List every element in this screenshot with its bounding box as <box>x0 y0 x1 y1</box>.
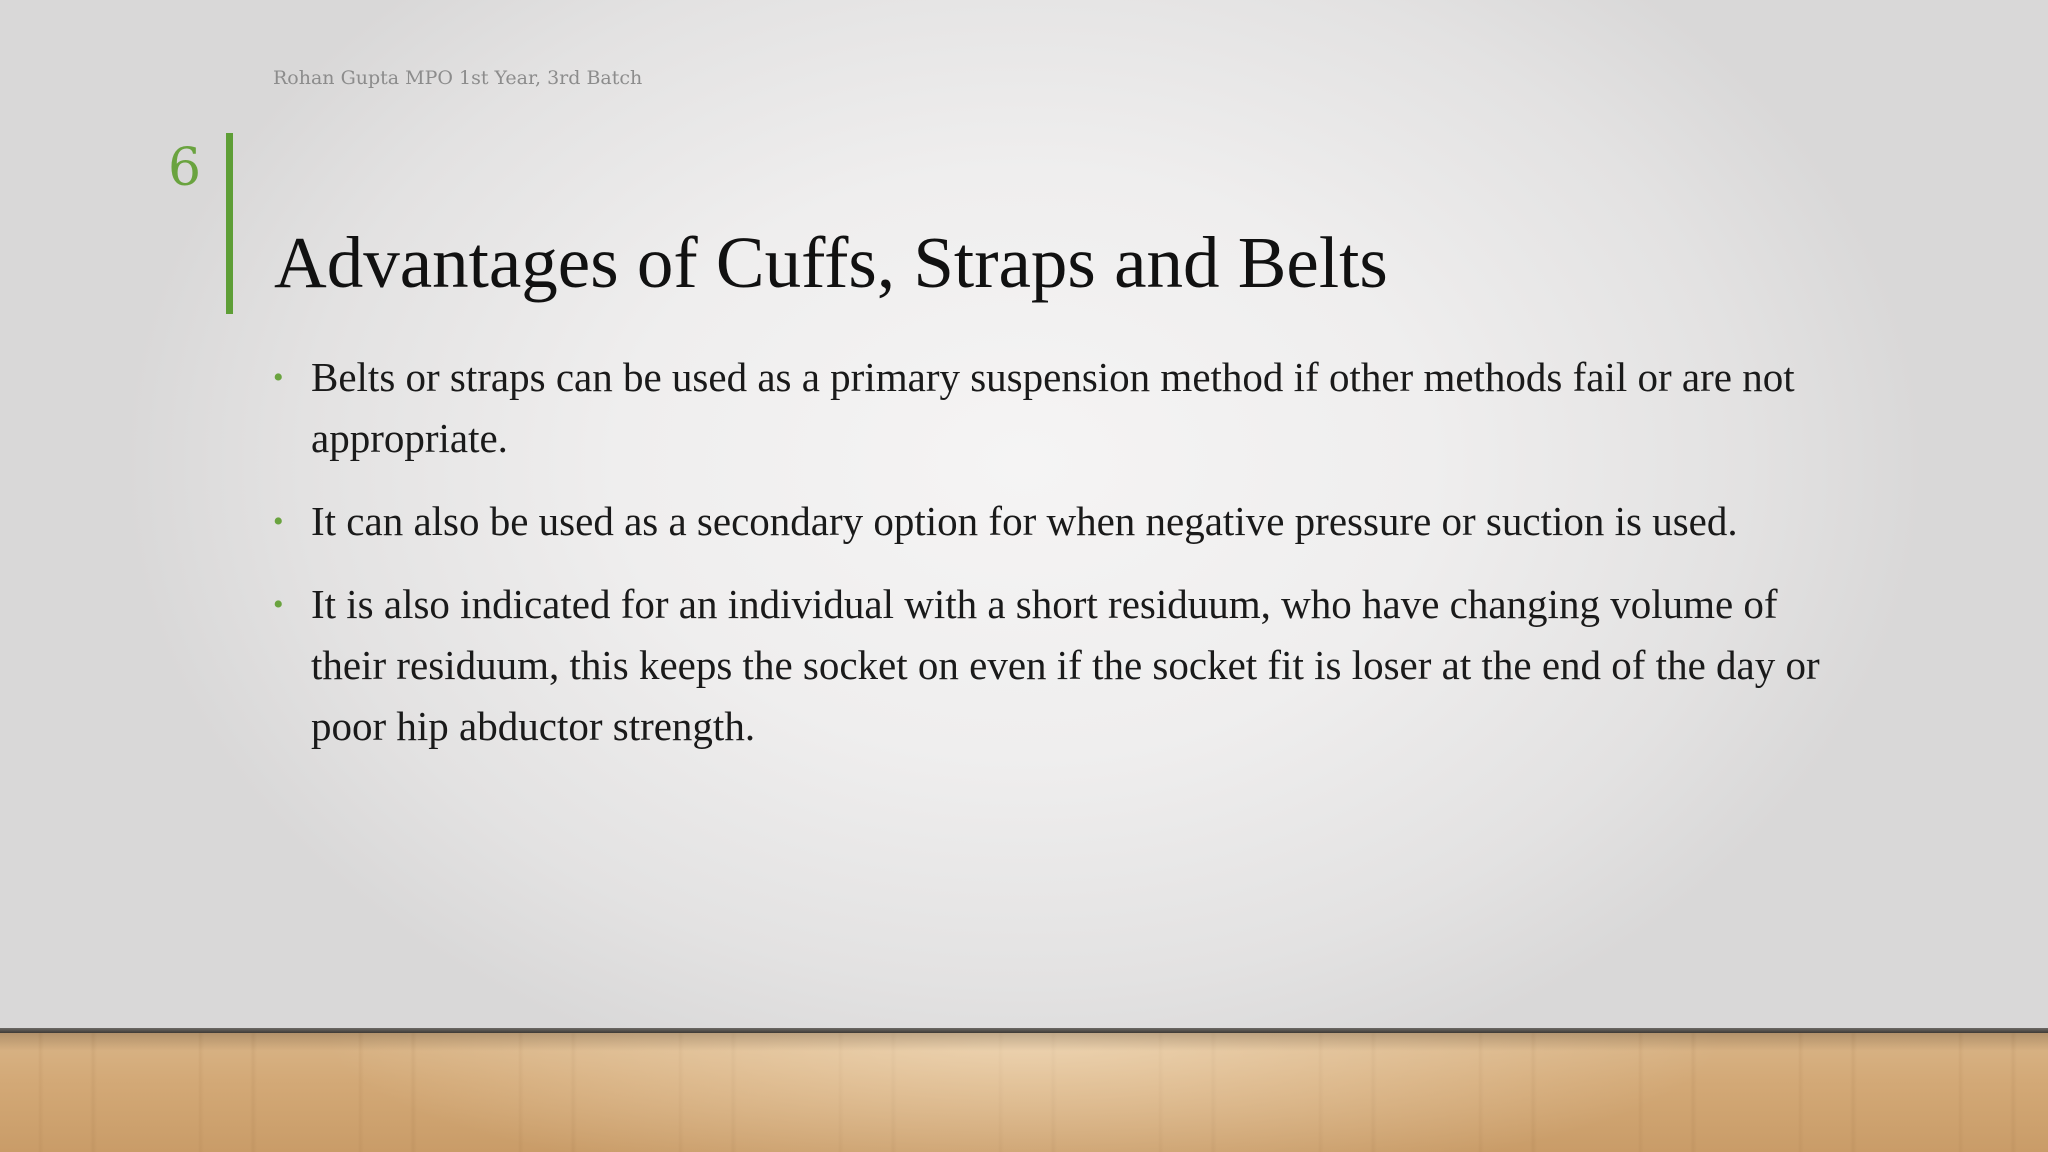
bullet-dot-icon: • <box>273 505 284 538</box>
bullet-item <box>273 574 1853 757</box>
accent-bar <box>226 133 233 314</box>
bullet-text: It is also indicated for an individual with a short residuum, who have changing volume of their residuum, this keeps the socket on even if the socket fit is loser at the end of the day or poor hip abductor strength. <box>311 581 1820 749</box>
bullet-text: It can also be used as a secondary option for when negative pressure or suction is used. <box>311 498 1738 544</box>
bullet-dot-icon: • <box>273 361 284 394</box>
footer-author-text: Rohan Gupta MPO 1st Year, 3rd Batch <box>273 67 643 89</box>
bullet-list <box>273 347 1853 779</box>
bullet-text: Belts or straps can be used as a primary suspension method if other methods fail or are not appropriate. <box>311 354 1795 461</box>
bullet-item <box>273 347 1853 469</box>
floor-shadow <box>0 1033 2048 1051</box>
slide-title: Advantages of Cuffs, Straps and Belts <box>274 222 1388 303</box>
slide-number: 6 <box>168 138 202 198</box>
bullet-item <box>273 491 1853 552</box>
bullet-dot-icon: • <box>273 588 284 621</box>
